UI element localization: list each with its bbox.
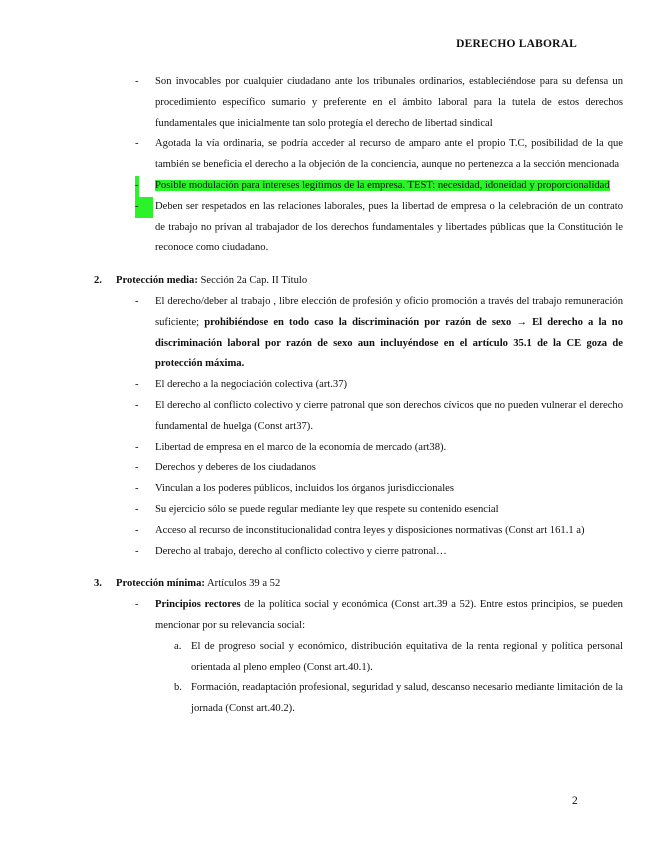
sub-list-item [174, 678, 623, 720]
bullet-text: Acceso al recurso de inconstitucionalidad contra leyes y disposiciones normativas (Const art 161.1 a) [155, 524, 585, 536]
bullet-bold-text: Principios rectores [155, 599, 241, 611]
section-number: 2. [94, 275, 102, 287]
sub-list-item [174, 637, 623, 679]
bullet-dash: - [135, 399, 139, 411]
bullet-dash: - [135, 295, 139, 307]
bullet-item [135, 479, 623, 500]
bullet-dash: - [135, 76, 139, 87]
bullet-item [135, 197, 623, 259]
bullet-text: Agotada la vía ordinaria, se podría acceder al recurso de amparo ante el propio T.C, posibilidad de la que también se beneficia el derecho a la objeción de la conciencia, aunque no pertenezca a la sección mencionada [155, 138, 623, 171]
section-title: Protección mínima: [116, 578, 205, 590]
section-2-heading [94, 271, 623, 292]
page-number: 2 [572, 795, 578, 807]
bullet-item [135, 458, 623, 479]
sub-list-letter: b. [174, 682, 182, 694]
bullet-text: Son invocables por cualquier ciudadano ante los tribunales ordinarios, estableciéndose para su defensa un procedimiento específico sumario y preferente en el ámbito laboral para la tutela de estos derechos fundamentales que inicialmente tan solo protegía el derecho de libertad sindical [155, 76, 623, 129]
sub-list-letter: a. [174, 640, 182, 652]
section-subtitle: Sección 2a Cap. II Título [197, 275, 308, 287]
bullet-text: Vinculan a los poderes públicos, incluidos los órganos jurisdiccionales [155, 483, 454, 495]
highlighted-bullet-item [135, 176, 623, 197]
bullet-dash: - [135, 503, 139, 515]
bullet-text: Derechos y deberes de los ciudadanos [155, 462, 316, 474]
bullet-text: Deben ser respetados en las relaciones laborales, pues la libertad de empresa o la celebración de un contrato de trabajo no privan al trabajador de los derechos fundamentales y libertades públicas que la Constitución le reconoce como ciudadano. [155, 200, 623, 254]
bullet-text: El derecho/deber al trabajo , libre elección de profesión y oficio promoción a través del trabajo remuneración suficiente; [155, 295, 623, 328]
bullet-item [135, 500, 623, 521]
bullet-item [135, 542, 623, 563]
highlighted-text: Posible modulación para intereses legítimos de la empresa. TEST: necesidad, idoneidad y proporcionalidad [155, 179, 610, 191]
bullet-dash: - [135, 483, 139, 495]
section-3-heading [94, 574, 623, 595]
bullet-text: El derecho al conflicto colectivo y cierre patronal que son derechos cívicos que no pueden vulnerar el derecho fundamental de huelga (Const art37). [155, 399, 623, 432]
section-number: 3. [94, 578, 102, 590]
sub-list-text: Formación, readaptación profesional, seguridad y salud, descanso necesario mediante limitación de la jornada (Const art.40.2). [191, 682, 623, 715]
bullet-dash: - [135, 599, 139, 611]
bullet-item [135, 521, 623, 542]
bullet-dash: - [135, 379, 139, 391]
bullet-dash: - [135, 176, 139, 197]
highlighted-bullet-dash: - [135, 197, 153, 218]
section-subtitle: Artículos 39 a 52 [204, 578, 281, 590]
bullet-text: Libertad de empresa en el marco de la economía de mercado (art38). [155, 441, 447, 453]
bullet-item [135, 595, 623, 637]
bullet-dash: - [135, 138, 139, 150]
bullet-item [135, 375, 623, 396]
bullet-item [135, 438, 623, 459]
bullet-dash: - [135, 462, 139, 474]
bullet-text: Su ejercicio sólo se puede regular mediante ley que respete su contenido esencial [155, 503, 499, 515]
bullet-item [135, 396, 623, 438]
bullet-text: Derecho al trabajo, derecho al conflicto colectivo y cierre patronal… [155, 545, 447, 557]
bullet-item [135, 292, 623, 375]
bullet-text: de la política social y económica (Const art.39 a 52). Entre estos principios, se pueden mencionar por su relevancia social: [155, 599, 623, 631]
bullet-dash: - [135, 524, 139, 536]
document-body [0, 72, 655, 720]
bullet-item [135, 134, 623, 176]
bullet-text: El derecho a la negociación colectiva (art.37) [155, 379, 348, 391]
document-header: DERECHO LABORAL [456, 38, 577, 50]
bullet-dash: - [135, 441, 139, 453]
sub-list-text: El de progreso social y económico, distribución equitativa de la renta regional y política personal orientada al pleno empleo (Const art.40.1). [191, 640, 623, 673]
bullet-dash: - [135, 545, 139, 557]
bullet-item [135, 72, 623, 134]
section-title: Protección media: [116, 275, 198, 287]
bullet-bold-text: prohibiéndose en todo caso la discriminación por razón de sexo → El derecho a la no discriminación laboral por razón de sexo aun incluyéndose en el artículo 35.1 de la CE goza de protección máxima. [155, 316, 623, 370]
